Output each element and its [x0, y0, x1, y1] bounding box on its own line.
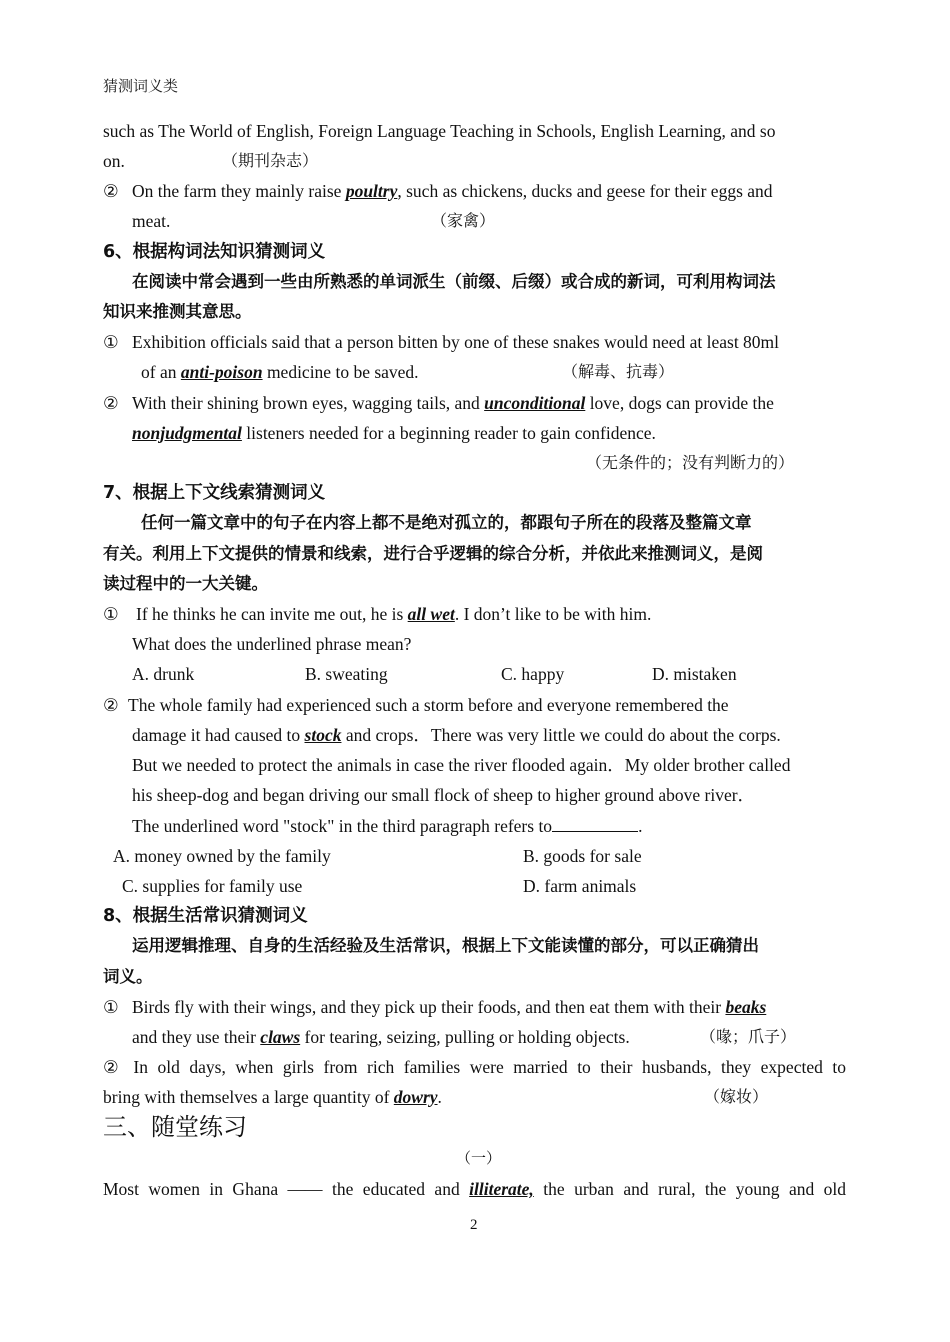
option-a: A. money owned by the family [113, 846, 331, 866]
question [132, 815, 642, 837]
option-c: C. happy [501, 664, 565, 684]
option-d: D. farm animals [523, 876, 637, 896]
example-sentence [132, 180, 773, 202]
question: What does the underlined phrase mean? [132, 634, 412, 654]
section-heading-8: 8、根据生活常识猜测词义 [103, 906, 308, 926]
translation-note: （嫁妆） [704, 1087, 769, 1106]
example-sentence [103, 1056, 846, 1078]
text: In old days, when girls from rich families were married to their husbands, they expected to [133, 1057, 846, 1077]
example-sentence [136, 603, 651, 625]
text: On the farm they mainly raise [132, 181, 342, 201]
keyword-claws: claws [260, 1027, 301, 1047]
text: of an [141, 362, 177, 382]
text: . [638, 816, 643, 836]
item-number: ② [103, 181, 119, 201]
part-heading: 三、随堂练习 [103, 1113, 247, 1141]
text: and crops．There was very little we could do about the corps. [345, 725, 781, 745]
passage-line [132, 724, 781, 746]
text: bring with themselves a large quantity of [103, 1087, 390, 1107]
text: The underlined word "stock" in the third paragraph refers to [132, 816, 553, 836]
translation-note: （期刊杂志） [222, 151, 319, 170]
text: medicine to be saved. [266, 362, 419, 382]
page-number: 2 [470, 1217, 478, 1233]
text: . I don’t like to be with him. [454, 604, 652, 624]
section-intro: 词义。 [103, 967, 153, 986]
section-intro: 在阅读中常会遇到一些由所熟悉的单词派生（前缀、后缀）或合成的新词，可利用构词法 [132, 272, 776, 291]
translation-note: （解毒、抗毒） [562, 362, 675, 381]
option-b: B. sweating [305, 664, 388, 684]
text: damage it had caused to [132, 725, 301, 745]
text: If he thinks he can invite me out, he is [136, 604, 404, 624]
exercise-number: （一） [456, 1149, 502, 1167]
section-heading-6: 6、根据构词法知识猜测词义 [103, 242, 326, 262]
keyword-nonjudgmental: nonjudgmental [132, 423, 242, 443]
text: listeners needed for a beginning reader to gain confidence. [246, 423, 656, 443]
keyword-unconditional: unconditional [484, 393, 586, 413]
example-sentence: Exhibition officials said that a person bitten by one of these snakes would need at least 80ml [132, 332, 780, 352]
section-intro: 知识来推测其意思。 [103, 302, 252, 321]
answer-blank [552, 815, 638, 832]
item-number: ② [103, 695, 119, 715]
text: for tearing, seizing, pulling or holding objects. [304, 1027, 630, 1047]
translation-note: （家禽） [431, 211, 496, 230]
paragraph-line: meat. [132, 211, 171, 231]
item-number: ① [103, 997, 119, 1017]
page-header: 猜测词义类 [103, 79, 179, 95]
option-d: D. mistaken [652, 664, 737, 684]
text: on. [103, 151, 125, 171]
example-sentence [132, 1026, 630, 1048]
translation-note: （无条件的；没有判断力的） [586, 453, 795, 472]
option-c: C. supplies for family use [122, 876, 303, 896]
option-b: B. goods for sale [523, 846, 642, 866]
text: love, dogs can provide the [589, 393, 774, 413]
example-sentence [141, 361, 419, 383]
keyword-illiterate: illiterate, [469, 1179, 534, 1199]
text: , such as chickens, ducks and geese for their eggs and [397, 181, 773, 201]
passage-line: The whole family had experienced such a storm before and everyone remembered the [128, 695, 729, 715]
item-number: ① [103, 604, 119, 624]
section-intro: 有关。利用上下文提供的情景和线索，进行合乎逻辑的综合分析，并依此来推测词义，是阅 [103, 544, 763, 563]
example-sentence [132, 392, 774, 414]
section-intro: 读过程中的一大关键。 [103, 574, 268, 593]
text: Most women in Ghana —— the educated and [103, 1179, 460, 1199]
text: . [437, 1087, 442, 1107]
item-number: ① [103, 332, 119, 352]
example-sentence [103, 1086, 442, 1108]
passage-line: his sheep-dog and began driving our small flock of sheep to higher ground above river． [132, 785, 756, 805]
section-intro: 运用逻辑推理、自身的生活经验及生活常识，根据上下文能读懂的部分，可以正确猜出 [132, 936, 759, 955]
keyword-stock: stock [304, 725, 342, 745]
text: and they use their [132, 1027, 256, 1047]
item-number: ② [103, 393, 119, 413]
example-sentence [132, 996, 766, 1018]
passage-line: But we needed to protect the animals in case the river flooded again．My older brother called [132, 755, 791, 775]
translation-note: （喙；爪子） [700, 1027, 797, 1046]
text: the urban and rural, the young and old [543, 1179, 847, 1199]
keyword-all-wet: all wet [407, 604, 455, 624]
example-sentence [132, 422, 656, 444]
passage-line [103, 1178, 846, 1200]
keyword-dowry: dowry [393, 1087, 438, 1107]
item-number: ② [103, 1057, 124, 1077]
keyword-poultry: poultry [345, 181, 398, 201]
keyword-beaks: beaks [725, 997, 767, 1017]
text: With their shining brown eyes, wagging tails, and [132, 393, 480, 413]
section-intro: 任何一篇文章中的句子在内容上都不是绝对孤立的，都跟句子所在的段落及整篇文章 [141, 513, 752, 532]
text: Birds fly with their wings, and they pick up their foods, and then eat them with their [132, 997, 722, 1017]
paragraph-line [103, 150, 125, 172]
section-heading-7: 7、根据上下文线索猜测词义 [103, 483, 326, 503]
option-a: A. drunk [132, 664, 195, 684]
paragraph-line: such as The World of English, Foreign Language Teaching in Schools, English Learning, and so [103, 121, 776, 141]
keyword-anti-poison: anti-poison [180, 362, 263, 382]
